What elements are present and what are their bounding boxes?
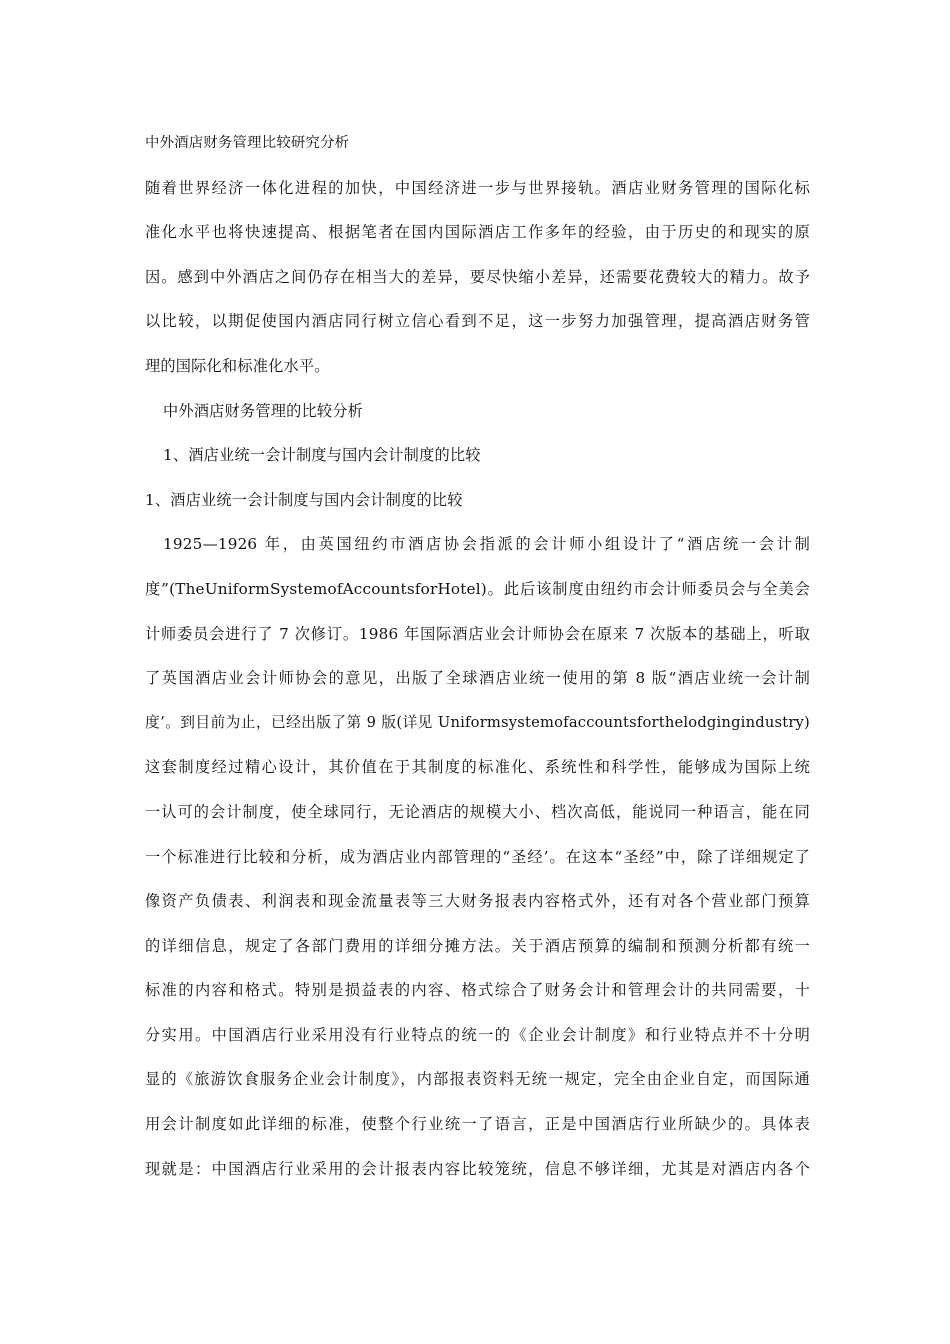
intro-line-3: 因。感到中外酒店之间仍存在相当大的差异，要尽快缩小差异，还需要花费较大的精力。故予 [145, 267, 810, 286]
subheading-indented: 1、酒店业统一会计制度与国内会计制度的比较 [163, 446, 481, 465]
body-line-4: 了英国酒店业会计师协会的意见，出版了全球酒店业统一使用的第 8 版“酒店业统一会计制 [145, 669, 810, 688]
document-body [145, 121, 810, 1191]
body-line-10: 的详细信息，规定了各部门费用的详细分摊方法。关于酒店预算的编制和预测分析都有统一 [145, 936, 810, 955]
intro-line-4: 以比较，以期促使国内酒店同行树立信心看到不足，这一步努力加强管理，提高酒店财务管 [145, 312, 810, 331]
body-line-5: 度’。到目前为止，已经出版了第 9 版(详见 Uniformsystemofaccountsforthelodgingindustry) [145, 713, 810, 731]
body-line-6: 这套制度经过精心设计，其价值在于其制度的标准化、系统性和科学性，能够成为国际上统 [145, 758, 810, 777]
body-line-8: 一个标准进行比较和分析，成为酒店业内部管理的“圣经’。在这本“圣经”中，除了详细规定了 [145, 847, 810, 866]
body-line-3: 计师委员会进行了 7 次修订。1986 年国际酒店业会计师协会在原来 7 次版本的基础上，听取 [145, 624, 810, 643]
body-line-15: 现就是：中国酒店行业采用的会计报表内容比较笼统，信息不够详细，尤其是对酒店内各个 [145, 1159, 810, 1178]
body-line-12: 分实用。中国酒店行业采用没有行业特点的统一的《企业会计制度》和行业特点并不十分明 [145, 1025, 810, 1044]
intro-line-1: 随着世界经济一体化进程的加快，中国经济进一步与世界接轨。酒店业财务管理的国际化标 [145, 178, 810, 197]
document-title: 中外酒店财务管理比较研究分析 [145, 135, 350, 151]
subheading: 1、酒店业统一会计制度与国内会计制度的比较 [145, 490, 463, 509]
body-line-9: 像资产负债表、利润表和现金流量表等三大财务报表内容格式外，还有对各个营业部门预算 [145, 892, 810, 911]
body-line-1: 1925—1926 年，由英国纽约市酒店协会指派的会计师小组设计了“酒店统一会计制 [163, 535, 810, 554]
section-heading: 中外酒店财务管理的比较分析 [163, 401, 364, 420]
intro-line-5: 理的国际化和标准化水平。 [145, 356, 330, 375]
body-line-13: 显的《旅游饮食服务企业会计制度》，内部报表资料无统一规定，完全由企业自定，而国际通 [145, 1070, 810, 1089]
intro-line-2: 准化水平也将快速提高、根据笔者在国内国际酒店工作多年的经验，由于历史的和现实的原 [145, 223, 810, 242]
body-line-2: 度”(TheUniformSystemofAccountsforHotel)。此后该制度由纽约市会计师委员会与全美会 [145, 579, 810, 598]
body-line-14: 用会计制度如此详细的标准，使整个行业统一了语言，正是中国酒店行业所缺少的。具体表 [145, 1115, 810, 1134]
body-line-11: 标准的内容和格式。特别是损益表的内容、格式综合了财务会计和管理会计的共同需要，十 [145, 981, 810, 1000]
body-line-7: 一认可的会计制度，使全球同行，无论酒店的规模大小、档次高低，能说同一种语言，能在同 [145, 802, 810, 821]
